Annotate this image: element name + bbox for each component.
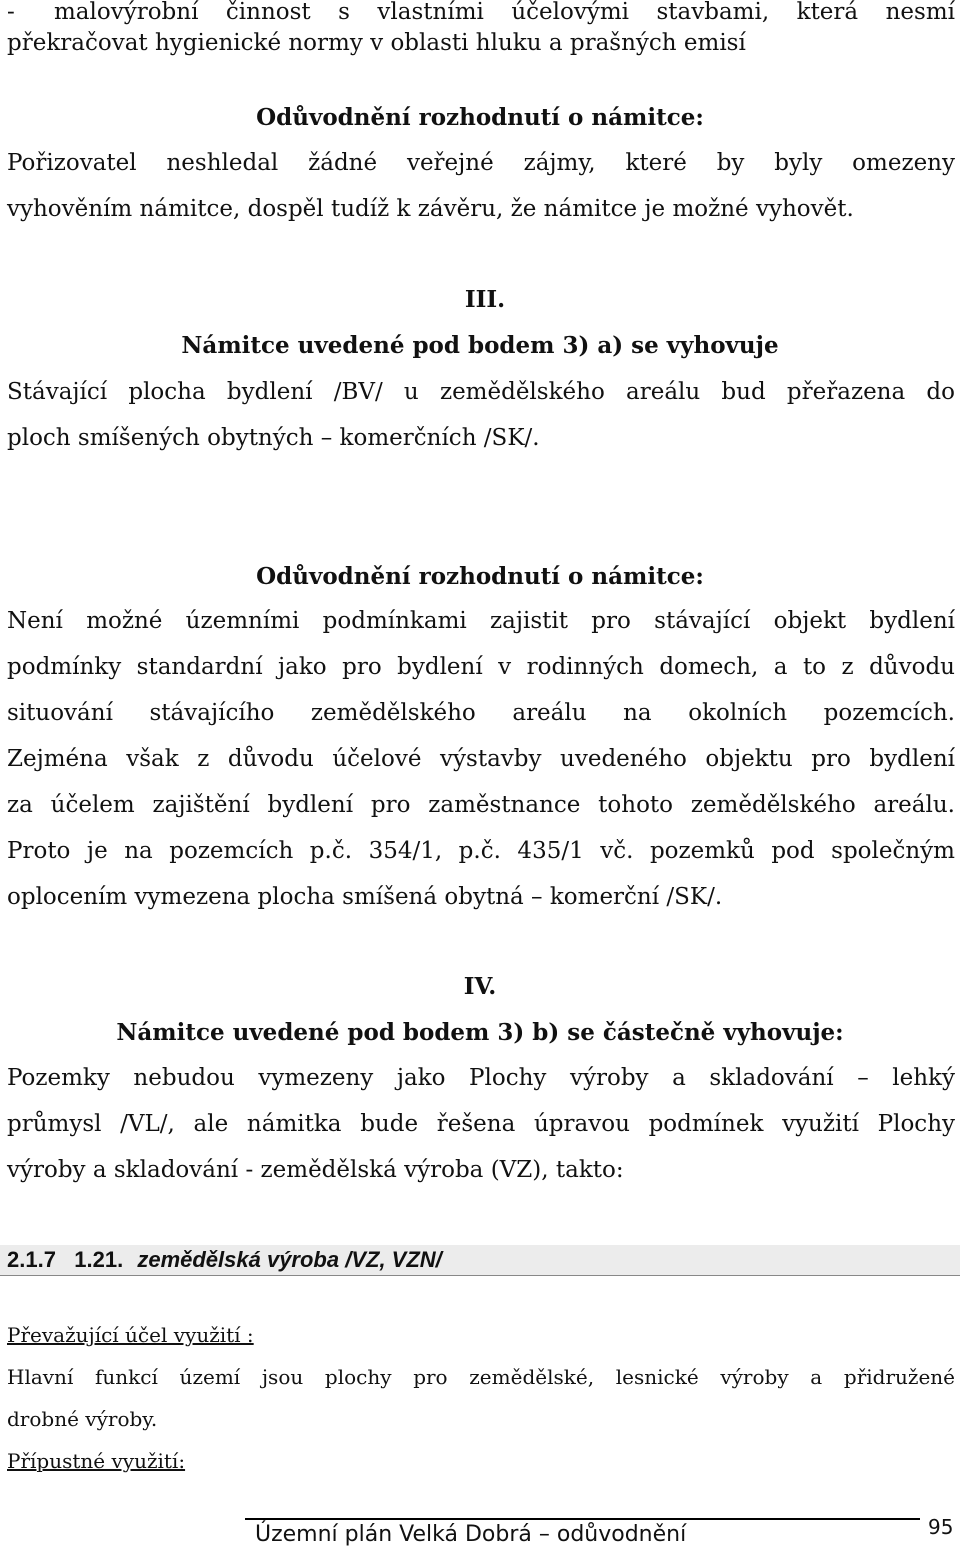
subsection-title xyxy=(7,1246,442,1274)
subsection-underline xyxy=(0,1275,960,1276)
primary-usage-line-2: drobné výroby. xyxy=(7,1407,158,1431)
section-title-3: Námitce uvedené pod bodem 3) a) se vyhovuje xyxy=(181,332,779,359)
reason1-line-1: Pořizovatel neshledal žádné veřejné zájmy, které by byly omezeny xyxy=(7,150,955,176)
intro-line-2: překračovat hygienické normy v oblasti hluku a prašných emisí xyxy=(7,30,746,56)
primary-usage-line-1: Hlavní funkcí území jsou plochy pro zemědělské, lesnické výroby a přidružené xyxy=(7,1365,955,1389)
allowed-usage-block xyxy=(7,1440,955,1482)
reason2-line-5: za účelem zajištění bydlení pro zaměstnance tohoto zemědělského areálu. xyxy=(7,792,955,818)
reason2-line-4: Zejména však z důvodu účelové výstavby uvedeného objektu pro bydlení xyxy=(7,746,955,772)
reason-paragraph-1 xyxy=(7,140,955,232)
section-roman-4: IV. xyxy=(463,973,497,1000)
allowed-usage-heading: Přípustné využití: xyxy=(7,1449,186,1473)
primary-usage-paragraph xyxy=(7,1356,955,1440)
reason2-line-1: Není možné územními podmínkami zajistit pro stávající objekt bydlení xyxy=(7,608,955,634)
subsection-number: 2.1.7 1.21. xyxy=(7,1247,124,1272)
list-dash: - xyxy=(7,0,15,25)
primary-usage-heading: Převažující účel využití : xyxy=(7,1323,254,1347)
primary-usage-block xyxy=(7,1314,955,1356)
section-roman-3: III. xyxy=(464,286,506,313)
reason1-line-2: vyhověním námitce, dospěl tudíž k závěru, že námitce je možné vyhovět. xyxy=(7,196,854,222)
intro-line-1: malovýrobní činnost s vlastními účelovými stavbami, která nesmí xyxy=(54,0,955,25)
section3-paragraph xyxy=(7,369,955,461)
section4-line-2: průmysl /VL/, ale námitka bude řešena úpravou podmínek využití Plochy xyxy=(7,1111,955,1137)
page-number: 95 xyxy=(928,1515,954,1539)
reason2-line-6: Proto je na pozemcích p.č. 354/1, p.č. 435/1 vč. pozemků pod společným xyxy=(7,838,955,864)
footer-title: Územní plán Velká Dobrá – odůvodnění xyxy=(255,1522,687,1547)
section4-paragraph xyxy=(7,1055,955,1193)
section4-line-3: výroby a skladování - zemědělská výroba (VZ), takto: xyxy=(7,1157,624,1183)
section3-line-2: ploch smíšených obytných – komerčních /SK/. xyxy=(7,425,540,451)
footer-rule xyxy=(245,1518,920,1520)
intro-paragraph-2 xyxy=(7,20,955,66)
reason2-line-2: podmínky standardní jako pro bydlení v rodinných domech, a to z důvodu xyxy=(7,654,955,680)
section3-line-1: Stávající plocha bydlení /BV/ u zemědělského areálu bud přeřazena do xyxy=(7,379,955,405)
reason2-line-7: oplocením vymezena plocha smíšená obytná – komerční /SK/. xyxy=(7,884,723,910)
section4-line-1: Pozemky nebudou vymezeny jako Plochy výroby a skladování – lehký xyxy=(7,1065,955,1091)
reason-paragraph-2 xyxy=(7,598,955,920)
section-title-4: Námitce uvedené pod bodem 3) b) se částečně vyhovuje: xyxy=(116,1019,844,1046)
reason2-line-3: situování stávajícího zemědělského areálu na okolních pozemcích. xyxy=(7,700,955,726)
reason-heading-2: Odůvodnění rozhodnutí o námitce: xyxy=(256,563,704,590)
subsection-name: zemědělská výroba /VZ, VZN/ xyxy=(137,1247,442,1272)
reason-heading-1: Odůvodnění rozhodnutí o námitce: xyxy=(256,104,704,131)
